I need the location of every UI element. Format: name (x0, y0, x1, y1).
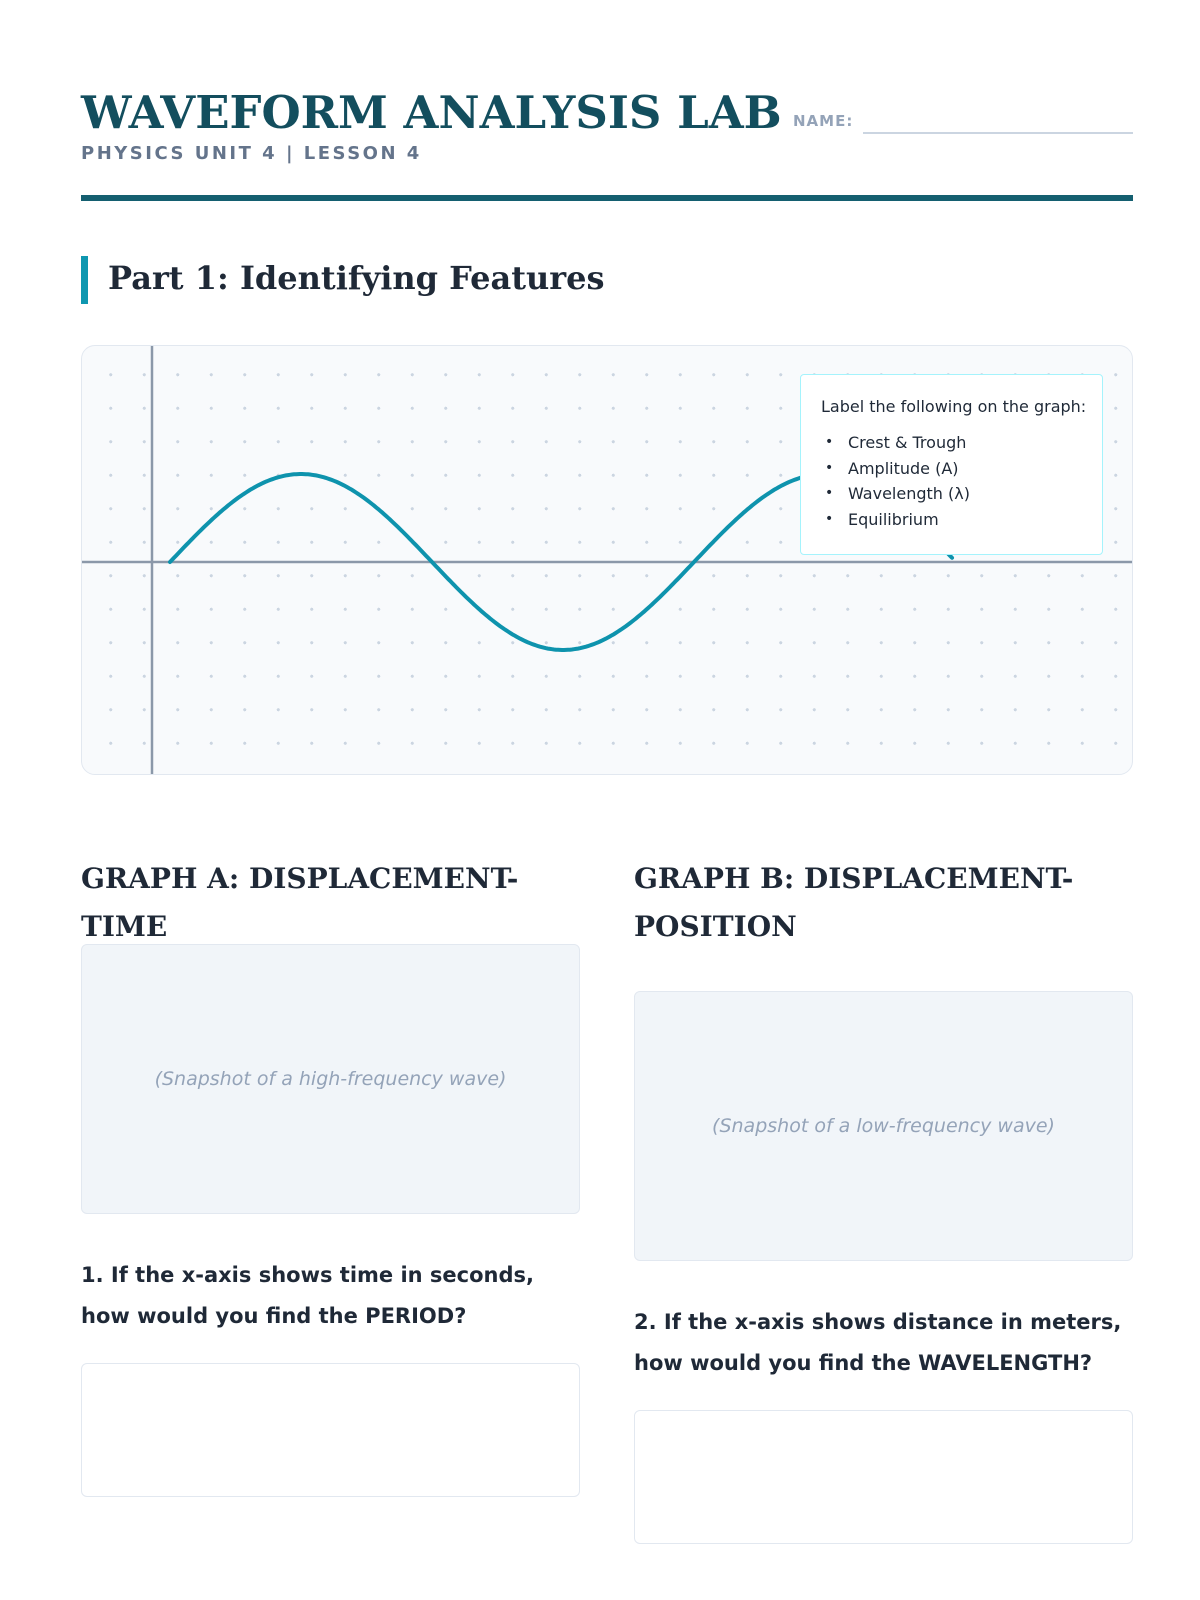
question-1: 1. If the x-axis shows time in seconds, how would you find the PERIOD? (81, 1263, 534, 1328)
graph-b-heading: GRAPH B: DISPLACEMENT-POSITION (634, 862, 1074, 943)
part1-title: Part 1: Identifying Features (108, 259, 605, 297)
worksheet-title: WAVEFORM ANALYSIS LAB (81, 86, 782, 139)
question-2: 2. If the x-axis shows distance in meters, how would you find the WAVELENGTH? (634, 1310, 1122, 1375)
section-accent-bar (81, 256, 88, 304)
graph-b-snapshot (634, 991, 1133, 1261)
name-field[interactable] (863, 132, 1133, 134)
answer-box-2[interactable] (634, 1410, 1133, 1544)
graph-a-snapshot (81, 944, 580, 1214)
answer-box-1[interactable] (81, 1363, 580, 1497)
label-item-amplitude: • Amplitude (A) (821, 456, 1082, 482)
graph-a-heading: GRAPH A: DISPLACEMENT-TIME (81, 862, 519, 943)
wave-graph (81, 345, 1133, 775)
label-instructions-box (800, 374, 1103, 555)
graph-b-placeholder: (Snapshot of a low-frequency wave) (712, 1115, 1055, 1137)
worksheet-page (81, 0, 1133, 1600)
graph-a-placeholder: (Snapshot of a high-frequency wave) (154, 1068, 507, 1090)
label-item-equilibrium: • Equilibrium (821, 507, 1082, 533)
worksheet-subtitle: PHYSICS UNIT 4 | LESSON 4 (81, 143, 422, 164)
label-item-crest-trough: • Crest & Trough (821, 430, 1082, 456)
label-list (821, 430, 1082, 532)
label-item-wavelength: • Wavelength (λ) (821, 481, 1082, 507)
instructions-title: Label the following on the graph: (821, 397, 1087, 416)
name-label: NAME: (793, 112, 854, 130)
header-divider (81, 195, 1133, 201)
